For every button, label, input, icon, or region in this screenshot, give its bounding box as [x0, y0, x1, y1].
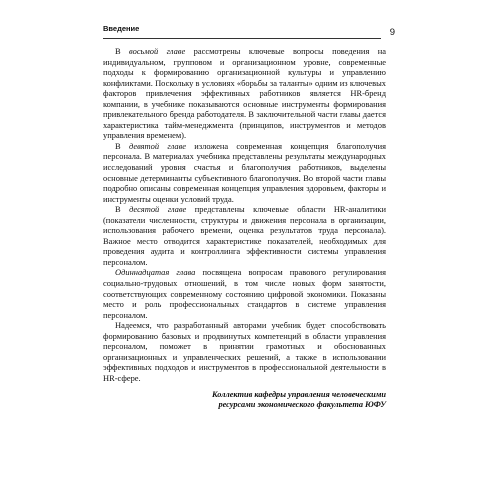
- chapter-ref: девятой главе: [128, 140, 186, 151]
- header-divider: [103, 38, 381, 39]
- signature-line-2: ресурсами экономического факультета ЮФУ: [218, 400, 386, 409]
- chapter-ref: восьмой главе: [129, 46, 186, 56]
- paragraph-chapter-9: В девятой главе изложена современная концепция благополучия персонала. В материалах учебника представлены результаты международных исследований уровня счастья и благополучия работников, выделены основные детерминанты субъективного благополучия. Во второй части главы подробно описаны современная концепция управления здоровьем, факторы и инструменты оценки условий труда.: [103, 140, 386, 204]
- paragraph-chapter-11: Одиннадцатая глава посвящена вопросам правового регулирования социально-трудовых отношений, в том числе новых форм занятости, соответствующих современному состоянию цифровой экономики. Показаны место и роль профессиональных стандартов в системе управления персоналом.: [103, 267, 387, 320]
- paragraph-chapter-10: В десятой главе представлены ключевые области HR-аналитики (показатели численности, структуры и движения персонала в организации, использования рабочего времени, оценка результатов труда персонала). Важное место отводится характеристике показателей, необходимых для проведения аудита и контроллинга эффективности системы управления персоналом.: [103, 204, 386, 267]
- body-text: [103, 46, 386, 411]
- signature: [103, 390, 386, 411]
- chapter-ref: Одиннадцатая глава: [115, 267, 196, 278]
- chapter-ref: десятой главе: [129, 204, 187, 215]
- signature-line-1: Коллектив кафедры управления человеческими: [211, 389, 386, 399]
- paragraph-chapter-8: В восьмой главе рассмотрены ключевые вопросы поведения на индивидуальном, групповом и организационном уровне, современные подходы к формированию организационной культуры и управлению конфликтами. Поскольку в условиях «борьбы за таланты» одним из ключевых факторов привлечения эффективных работников является HR-бренд компании, в учебнике показываются основные инструменты формирования привлекательного бренда работодателя. В заключительной части главы дается характеристика тайм-менеджмента (принципов, инструментов и методов управления временем).: [103, 46, 386, 141]
- paragraph-conclusion: Надеемся, что разработанный авторами учебник будет способствовать формированию базовых и продвинутых компетенций в области управления персоналом, поможет в принятии грамотных и обоснованных организационных и управленческих решений, а также в использовании эффективных подходов и инструментов в профессиональной деятельности в HR-сфере.: [103, 320, 386, 383]
- section-title: Введение: [103, 24, 140, 33]
- page-number: 9: [389, 27, 395, 38]
- running-header: [103, 24, 395, 40]
